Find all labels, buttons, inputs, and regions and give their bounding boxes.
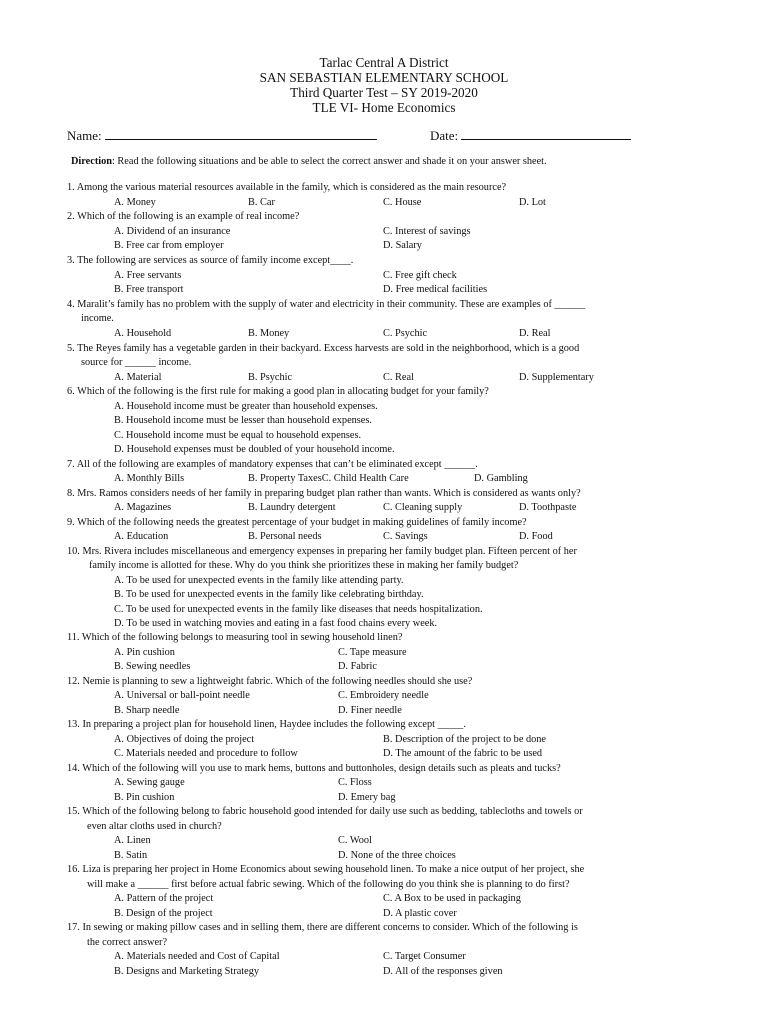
- question-16-cont: will make a ______ first before actual fabric sewing. Which of the following do you think she is planning to do first?: [87, 879, 570, 890]
- option: D. Free medical facilities: [383, 284, 488, 295]
- question-7: 7. All of the following are examples of mandatory expenses that can’t be eliminated except ______.: [67, 459, 478, 470]
- direction-body: : Read the following situations and be able to select the correct answer and shade it on your answer sheet.: [112, 156, 547, 167]
- question-15-cont: even altar cloths used in church?: [87, 821, 222, 832]
- option: C. Embroidery needle: [338, 690, 429, 701]
- option: C. Materials needed and procedure to follow: [114, 748, 298, 759]
- question-15: 15. Which of the following belong to fabric household good intended for daily use such as bedding, tablecloths and towels or: [67, 806, 583, 817]
- option: A. Household income must be greater than household expenses.: [114, 401, 378, 412]
- option: B. Money: [248, 328, 290, 339]
- question-1: 1. Among the various material resources available in the family, which is considered as the main resource?: [67, 182, 507, 193]
- option: C. Psychic: [383, 328, 428, 339]
- question-11: 11. Which of the following belongs to measuring tool in sewing household linen?: [67, 632, 403, 643]
- option: B. Psychic: [248, 372, 293, 383]
- option: C. Tape measure: [338, 647, 407, 658]
- direction-label: Direction: [71, 156, 112, 167]
- option: D. All of the responses given: [383, 966, 503, 977]
- option: B. Design of the project: [114, 908, 213, 919]
- option: D. Household expenses must be doubled of your household income.: [114, 444, 395, 455]
- option: A. Education: [114, 531, 169, 542]
- question-17-cont: the correct answer?: [87, 937, 168, 948]
- option: C. Cleaning supply: [383, 502, 463, 513]
- option: D. Supplementary: [519, 372, 594, 383]
- option: B. Free transport: [114, 284, 184, 295]
- option: B. Household income must be lesser than household expenses.: [114, 415, 372, 426]
- option: A. Magazines: [114, 502, 172, 513]
- district-title: Tarlac Central A District: [319, 55, 449, 70]
- option: A. Objectives of doing the project: [114, 734, 255, 745]
- option: B. Satin: [114, 850, 148, 861]
- name-field: [67, 127, 377, 144]
- question-12: 12. Nemie is planning to sew a lightweight fabric. Which of the following needles should she use?: [67, 676, 473, 687]
- option: B. Laundry detergent: [248, 502, 336, 513]
- option: D. Gambling: [474, 473, 528, 484]
- option: A. Material: [114, 372, 162, 383]
- option: C. House: [383, 197, 422, 208]
- school-title: SAN SEBASTIAN ELEMENTARY SCHOOL: [259, 70, 509, 85]
- direction-text: [71, 156, 547, 167]
- option: D. Lot: [519, 197, 546, 208]
- option: D. Fabric: [338, 661, 377, 672]
- option: C. A Box to be used in packaging: [383, 893, 521, 904]
- date-blank: [461, 127, 631, 140]
- name-blank: [105, 127, 377, 140]
- option: B. Property TaxesC. Child Health Care: [248, 473, 409, 484]
- subject-title: TLE VI- Home Economics: [312, 100, 456, 115]
- option: A. Universal or ball-point needle: [114, 690, 250, 701]
- question-4: 4. Maralit’s family has no problem with the supply of water and electricity in their community. These are examples of ______: [67, 299, 586, 310]
- option: A. Linen: [114, 835, 151, 846]
- question-14: 14. Which of the following will you use to mark hems, buttons and buttonholes, design details such as pleats and tucks?: [67, 763, 561, 774]
- date-field: [430, 127, 631, 144]
- option: A. Free servants: [114, 270, 182, 281]
- option: D. Salary: [383, 240, 422, 251]
- question-13: 13. In preparing a project plan for household linen, Haydee includes the following except _____.: [67, 719, 466, 730]
- option: A. Materials needed and Cost of Capital: [114, 951, 280, 962]
- option: A. Pattern of the project: [114, 893, 214, 904]
- option: D. Emery bag: [338, 792, 396, 803]
- option: D. To be used in watching movies and eating in a fast food chains every week.: [114, 618, 438, 629]
- test-title: Third Quarter Test – SY 2019-2020: [290, 85, 478, 100]
- option: B. Description of the project to be done: [383, 734, 546, 745]
- option: D. None of the three choices: [338, 850, 456, 861]
- option: C. Interest of savings: [383, 226, 471, 237]
- option: C. Household income must be equal to household expenses.: [114, 430, 362, 441]
- option: B. Sharp needle: [114, 705, 180, 716]
- option: B. Personal needs: [248, 531, 322, 542]
- option: C. Savings: [383, 531, 428, 542]
- question-16: 16. Liza is preparing her project in Home Economics about sewing household linen. To make a nice output of her project, she: [67, 864, 585, 875]
- question-9: 9. Which of the following needs the greatest percentage of your budget in making guidelines of family income?: [67, 517, 527, 528]
- option: C. Real: [383, 372, 414, 383]
- question-6: 6. Which of the following is the first rule for making a good plan in allocating budget for your family?: [67, 386, 489, 397]
- question-8: 8. Mrs. Ramos considers needs of her family in preparing budget plan rather than wants. Which is considered as wants only?: [67, 488, 581, 499]
- option: B. Pin cushion: [114, 792, 175, 803]
- question-5-cont: source for ______ income.: [81, 357, 192, 368]
- question-2: 2. Which of the following is an example of real income?: [67, 211, 300, 222]
- option: B. Designs and Marketing Strategy: [114, 966, 259, 977]
- option: A. Pin cushion: [114, 647, 175, 658]
- option: D. The amount of the fabric to be used: [383, 748, 543, 759]
- option: C. Free gift check: [383, 270, 457, 281]
- option: B. To be used for unexpected events in the family like celebrating birthday.: [114, 589, 424, 600]
- option: A. Money: [114, 197, 156, 208]
- option: A. To be used for unexpected events in the family like attending party.: [114, 575, 404, 586]
- option: A. Monthly Bills: [114, 473, 185, 484]
- option: C. Floss: [338, 777, 372, 788]
- option: D. Finer needle: [338, 705, 402, 716]
- option: D. Food: [519, 531, 553, 542]
- option: A. Dividend of an insurance: [114, 226, 231, 237]
- option: C. To be used for unexpected events in the family like diseases that needs hospitalization.: [114, 604, 483, 615]
- question-10-cont: family income is allotted for these. Why do you think she prioritizes these in making her family budget?: [89, 560, 519, 571]
- exam-header: [0, 55, 768, 115]
- option: A. Household: [114, 328, 172, 339]
- option: A. Sewing gauge: [114, 777, 185, 788]
- question-17: 17. In sewing or making pillow cases and in selling them, there are different concerns to consider. Which of the following is: [67, 922, 578, 933]
- option: C. Wool: [338, 835, 372, 846]
- question-4-cont: income.: [81, 313, 114, 324]
- question-5: 5. The Reyes family has a vegetable garden in their backyard. Excess harvests are sold in the neighborhood, which is a good: [67, 343, 580, 354]
- name-label: Name:: [67, 128, 102, 143]
- option: B. Sewing needles: [114, 661, 191, 672]
- option: B. Car: [248, 197, 275, 208]
- option: D. A plastic cover: [383, 908, 457, 919]
- option: C. Target Consumer: [383, 951, 466, 962]
- question-3: 3. The following are services as source of family income except____.: [67, 255, 354, 266]
- option: D. Real: [519, 328, 551, 339]
- date-label: Date:: [430, 128, 459, 143]
- option: B. Free car from employer: [114, 240, 224, 251]
- option: D. Toothpaste: [519, 502, 577, 513]
- question-10: 10. Mrs. Rivera includes miscellaneous and emergency expenses in preparing her family budget plan. Fifteen percent of her: [67, 546, 577, 557]
